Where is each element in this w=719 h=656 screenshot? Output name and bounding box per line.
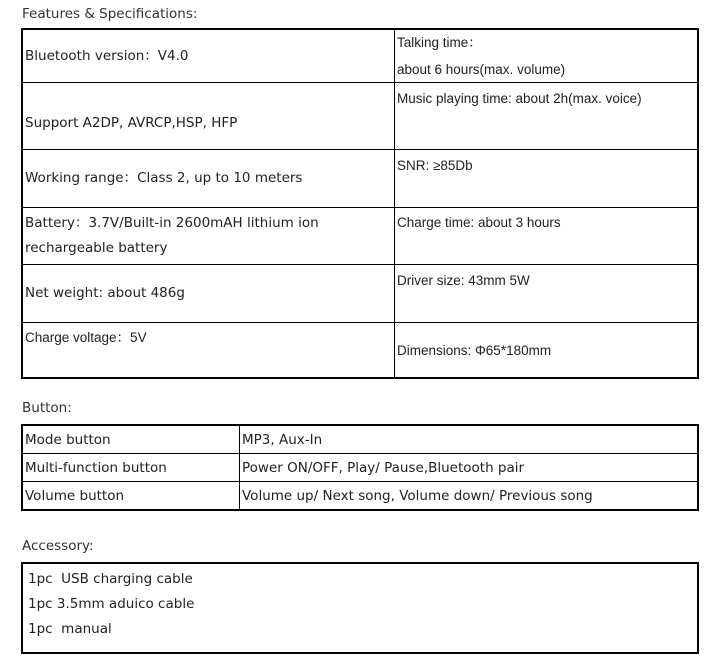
button-table	[21, 424, 699, 511]
table-row	[22, 425, 698, 454]
table-row	[22, 323, 698, 379]
spec-battery-line-2: rechargeable battery	[25, 240, 168, 256]
button-heading: Button:	[22, 400, 72, 416]
spec-battery-line-1: Battery：3.7V/Built-in 2600mAH lithium ion	[25, 215, 319, 231]
accessory-box	[21, 562, 699, 654]
spec-talking-time-value: about 6 hours(max. volume)	[397, 62, 566, 77]
table-row	[22, 29, 698, 83]
spec-battery	[22, 208, 395, 265]
table-row	[22, 265, 698, 323]
spec-profiles: Support A2DP, AVRCP,HSP, HFP	[22, 83, 395, 150]
features-table	[21, 28, 699, 379]
accessory-heading: Accessory:	[22, 538, 94, 554]
spec-net-weight: Net weight: about 486g	[22, 265, 395, 323]
button-name-multifunction: Multi-function button	[22, 454, 240, 482]
spec-charge-time: Charge time: about 3 hours	[395, 208, 699, 265]
button-function-mode: MP3, Aux-In	[240, 425, 699, 454]
spec-dimensions: Dimensions: Φ65*180mm	[395, 323, 699, 379]
table-row	[22, 83, 698, 150]
spec-charge-voltage: Charge voltage：5V	[22, 323, 395, 379]
spec-bluetooth-version: Bluetooth version：V4.0	[22, 29, 395, 83]
accessory-item-audio-cable: 1pc 3.5mm aduico cable	[28, 596, 195, 612]
button-function-multifunction: Power ON/OFF, Play/ Pause,Bluetooth pair	[240, 454, 699, 482]
accessory-item-manual: 1pc manual	[28, 621, 112, 637]
spec-talking-time-label: Talking time：	[397, 35, 482, 50]
table-row	[22, 482, 698, 511]
button-function-volume: Volume up/ Next song, Volume down/ Previous song	[240, 482, 699, 511]
table-row	[22, 454, 698, 482]
table-row	[22, 208, 698, 265]
spec-driver-size: Driver size: 43mm 5W	[395, 265, 699, 323]
button-name-mode: Mode button	[22, 425, 240, 454]
table-row	[22, 150, 698, 208]
features-heading: Features & Specifications:	[22, 6, 198, 22]
spec-music-time: Music playing time: about 2h(max. voice)	[395, 83, 699, 150]
spec-talking-time	[395, 29, 699, 83]
spec-working-range: Working range：Class 2, up to 10 meters	[22, 150, 395, 208]
spec-snr: SNR: ≥85Db	[395, 150, 699, 208]
button-name-volume: Volume button	[22, 482, 240, 511]
accessory-item-usb-cable: 1pc USB charging cable	[28, 571, 193, 587]
